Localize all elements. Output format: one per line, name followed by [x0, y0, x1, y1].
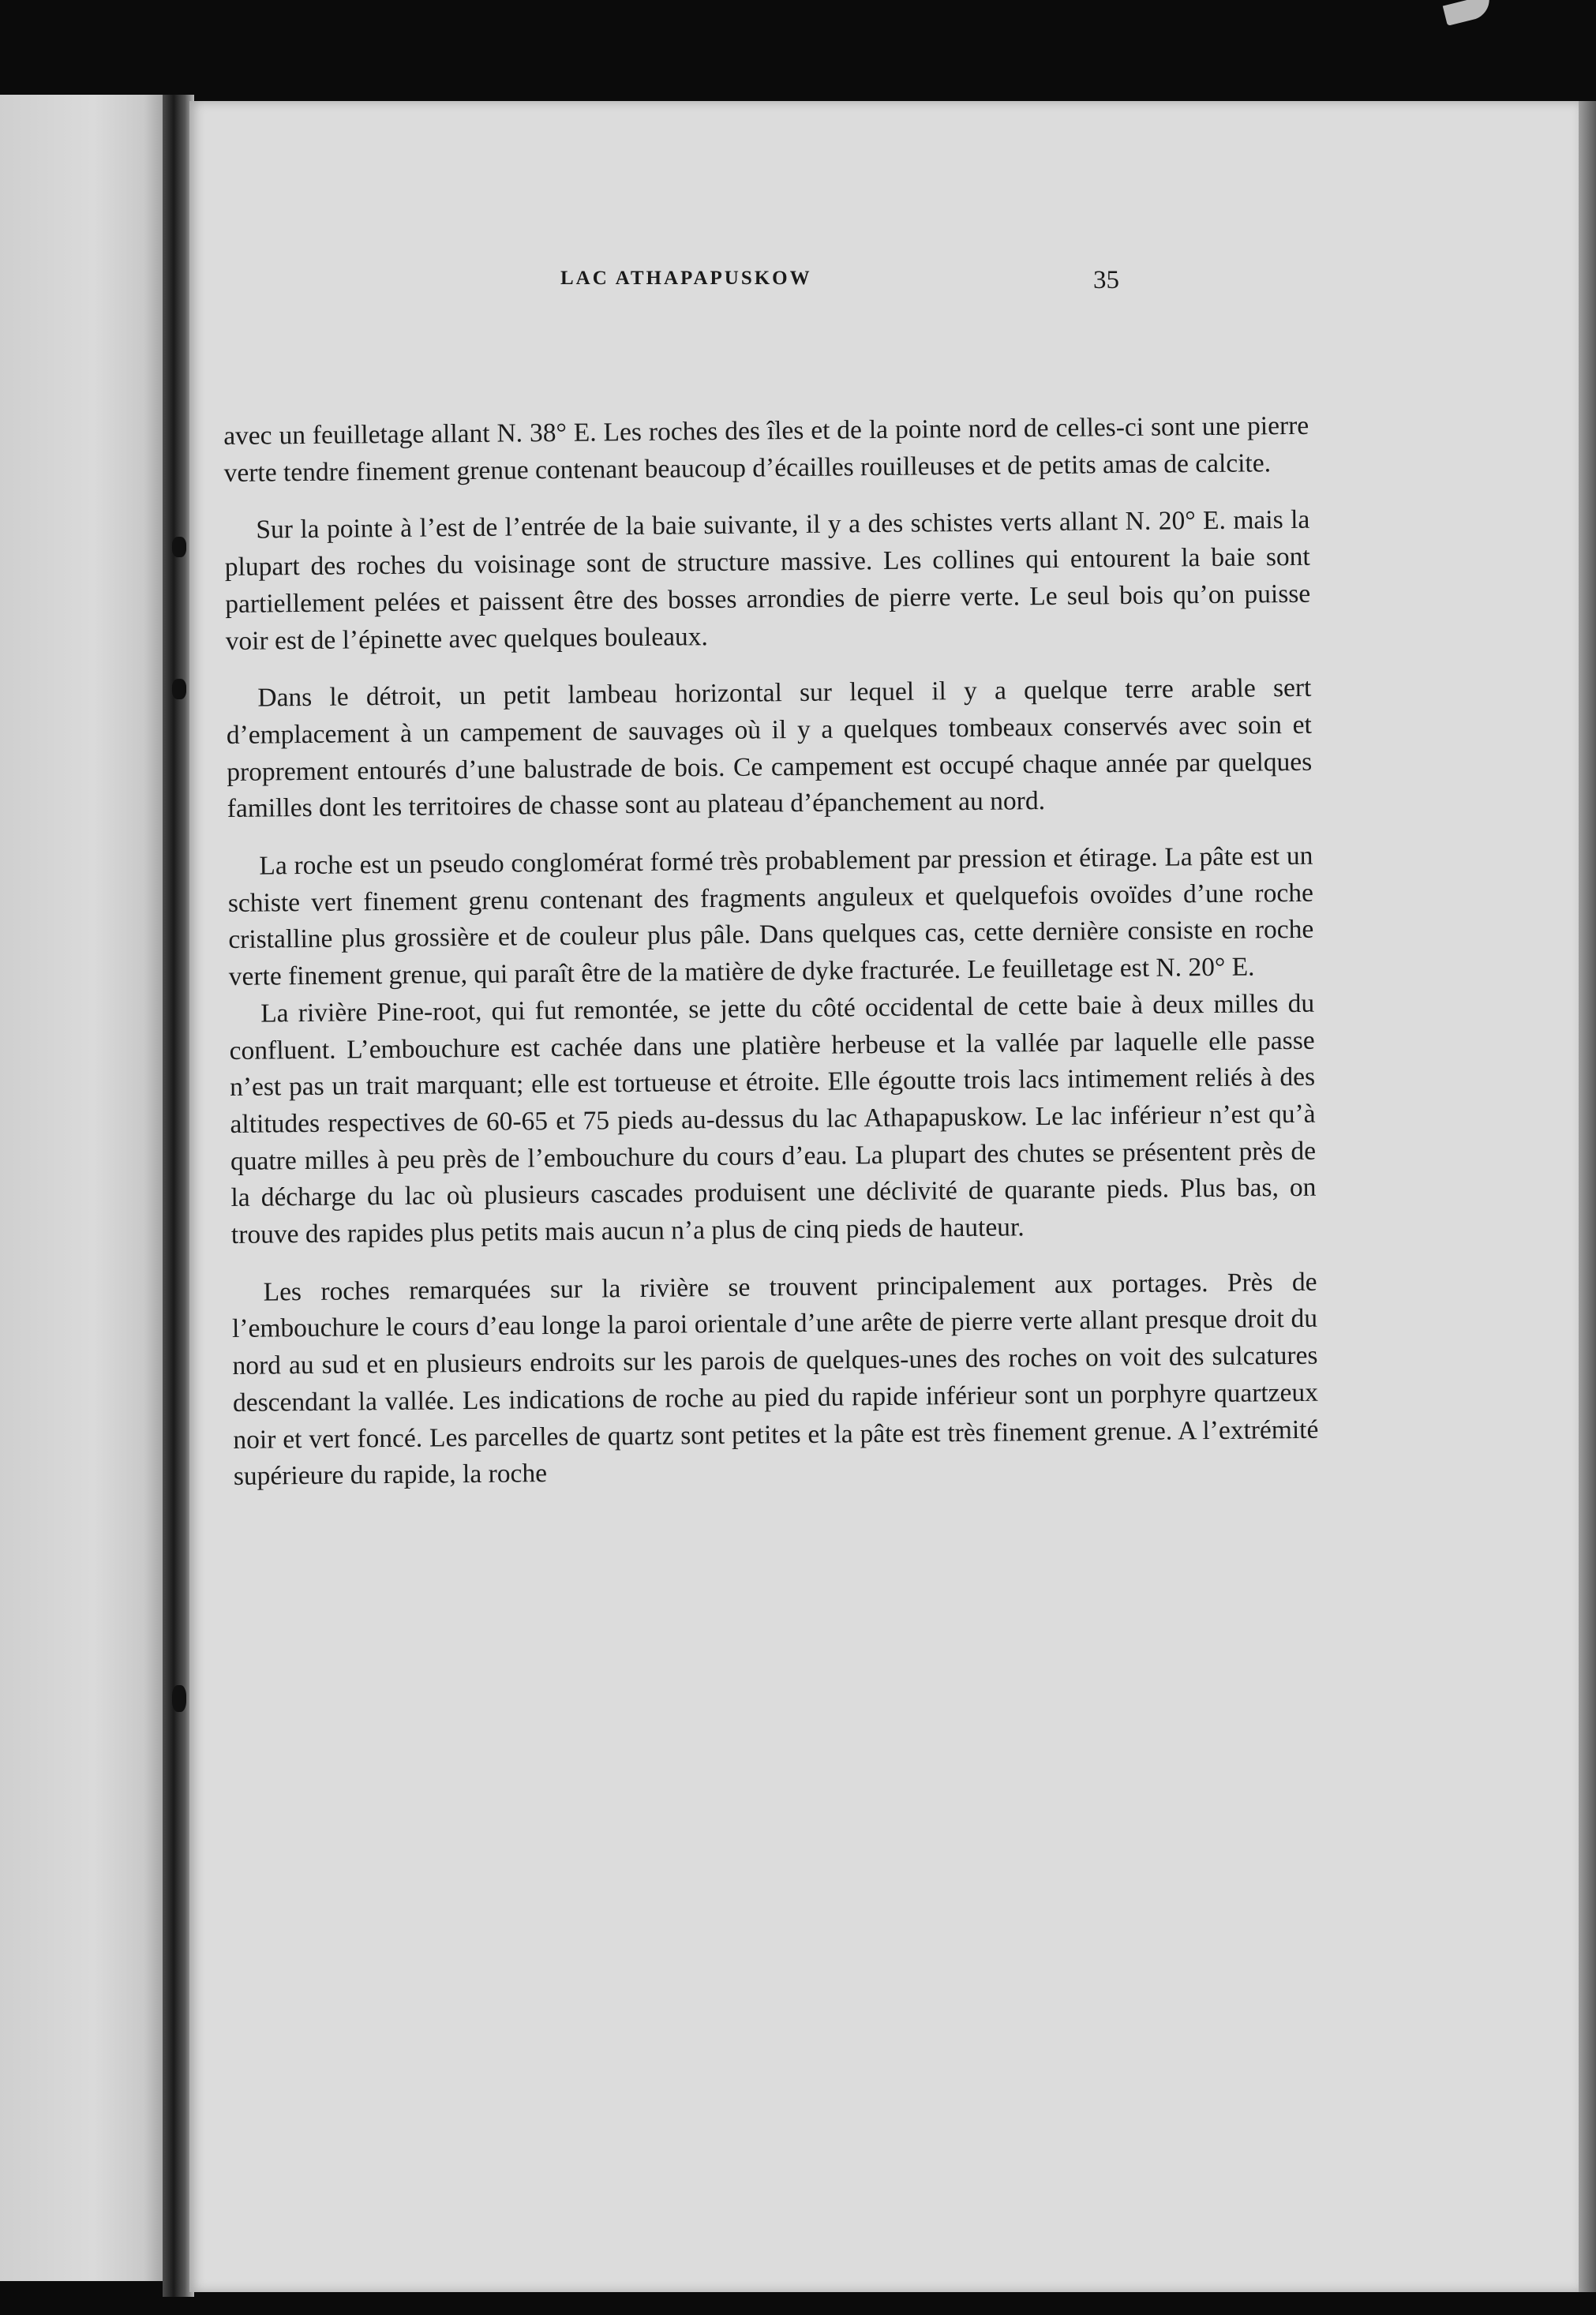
facing-page-edge: [0, 95, 170, 2281]
binding-stitch-mark: [172, 1685, 186, 1712]
page-curl-corner: [1443, 0, 1494, 26]
paragraph: La rivière Pine-root, qui fut remontée, se jette du côté occidental de cette baie à deux milles du confluent. L’embouchure est cachée dans une platière herbeuse et la vallée par laquelle elle passe n’est pas un trait marquant; elle est tortueuse et étroite. Elle égoutte trois lacs intimement reliés à des altitudes respectives de 60-65 et 75 pieds au-dessus du lac Athapapuskow. Le lac inférieur n’est qu’à quatre milles à peu près de l’embouchure du cours d’eau. La plupart des chutes se présentent près de la décharge du lac où plusieurs cascades produisent une déclivité de quarante pieds. Plus bas, on trouve des rapides plus petits mais aucun n’a plus de cinq pieds de hauteur.: [229, 988, 1317, 1250]
running-head: LAC ATHAPAPUSKOW: [560, 268, 812, 289]
binding-stitch-mark: [172, 679, 186, 699]
paragraph: avec un feuilletage allant N. 38° E. Les roches des îles et de la pointe nord de celles-ci sont une pierre verte tendre finement grenue contenant beaucoup d’écailles rouilleuses et de petits amas de calcite.: [223, 410, 1309, 488]
paragraph: Les roches remarquées sur la rivière se trouvent principalement aux portages. Près de l’embouchure le cours d’eau longe la paroi orientale d’une arête de pierre verte allant presque droit du nord au sud et en plusieurs endroits sur les parois de quelques-unes des roches on voit des sulcatures descendant la vallée. Les indications de roche au pied du rapide inférieur sont un porphyre quartzeux noir et vert foncé. Les parcelles de quartz sont petites et la pâte est très finement grenue. A l’extrémité supérieure du rapide, la roche: [231, 1267, 1319, 1492]
body-text: [223, 408, 1319, 1496]
binding-stitch-mark: [172, 537, 186, 557]
paragraph: Sur la pointe à l’est de l’entrée de la baie suivante, il y a des schistes verts allant N. 20° E. mais la plupart des roches du voisinage sont de structure massive. Les collines qui entourent la baie sont partiellement pelées et paissent être des bosses arrondies de pierre verte. Le seul bois qu’on puisse voir est de l’épinette avec quelques bouleaux.: [224, 505, 1311, 656]
page-header: [0, 264, 1389, 312]
page-number: 35: [1093, 266, 1119, 294]
paragraph: La roche est un pseudo conglomérat formé très probablement par pression et étirage. La pâte est un schiste vert finement grenu contenant des fragments anguleux et quelquefois ovoïdes d’une roche cristalline plus grossière et de couleur plus pâle. Dans quelques cas, cette dernière consiste en roche verte finement grenue, qui paraît être de la matière de dyke fracturée. Le feuilletage est N. 20° E.: [227, 841, 1314, 992]
paragraph: Dans le détroit, un petit lambeau horizontal sur lequel il y a quelque terre arable sert d’emplacement à un campement de sauvages où il y a quelques tombeaux conservés avec soin et proprement entourés d’une balustrade de bois. Ce campement est occupé chaque année par quelques familles dont les territoires de chasse sont au plateau d’épanchement au nord.: [226, 673, 1313, 824]
